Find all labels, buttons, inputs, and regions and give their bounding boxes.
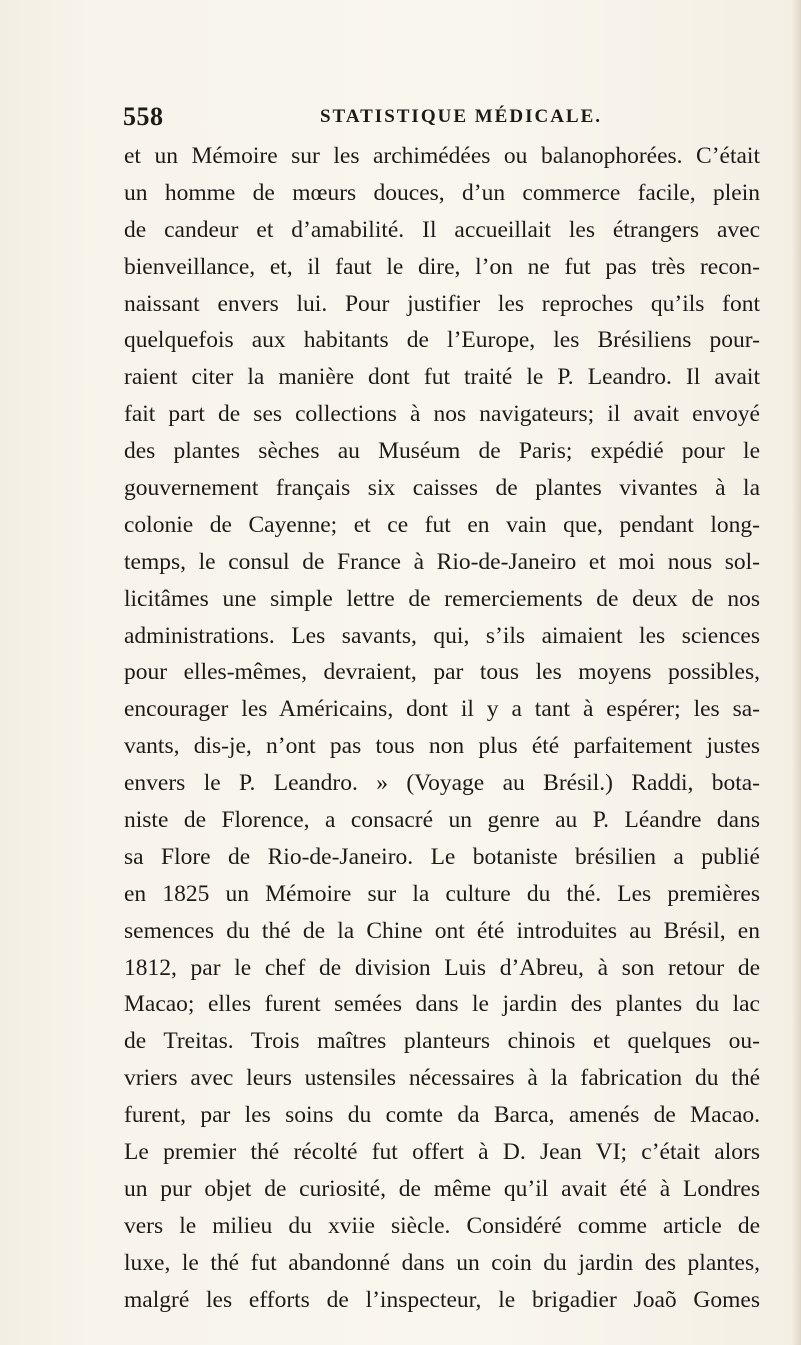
text-line: de Treitas. Trois maîtres planteurs chinois et quelques ou- [124,1028,760,1055]
text-line: temps, le consul de France à Rio-de-Janeiro et moi nous sol- [124,548,760,575]
text-line: furent, par les soins du comte da Barca, amenés de Macao. [124,1102,760,1129]
text-line: vriers avec leurs ustensiles nécessaires à la fabrication du thé [124,1065,760,1092]
text-line: niste de Florence, a consacré un genre au P. Léandre dans [124,807,760,834]
text-line: en 1825 un Mémoire sur la culture du thé. Les premières [124,880,760,907]
running-header [123,102,759,134]
page-number: 558 [123,102,164,131]
text-line: luxe, le thé fut abandonné dans un coin du jardin des plantes, [124,1249,760,1276]
text-line: envers le P. Leandro. » (Voyage au Brésil.) Raddi, bota- [124,770,760,797]
text-line: 1812, par le chef de division Luis d’Abreu, à son retour de [124,954,760,981]
text-line: bienveillance, et, il faut le dire, l’on ne fut pas très recon- [124,253,760,280]
text-line: gouvernement français six caisses de plantes vivantes à la [124,475,760,502]
running-title: STATISTIQUE MÉDICALE. [319,106,603,127]
text-line: vers le milieu du xviie siècle. Considéré comme article de [124,1212,760,1239]
text-line: quelquefois aux habitants de l’Europe, les Brésiliens pour- [124,327,760,354]
text-line: administrations. Les savants, qui, s’ils aimaient les sciences [124,622,760,649]
text-line: fait part de ses collections à nos navigateurs; il avait envoyé [124,401,760,428]
text-line: de candeur et d’amabilité. Il accueillait les étrangers avec [124,216,760,243]
text-line: semences du thé de la Chine ont été introduites au Brésil, en [124,917,760,944]
body-text [124,138,760,1319]
text-line: raient citer la manière dont fut traité le P. Leandro. Il avait [124,364,760,391]
text-line: licitâmes une simple lettre de remerciements de deux de nos [124,585,760,612]
text-line: encourager les Américains, dont il y a tant à espérer; les sa- [124,696,760,723]
text-line: colonie de Cayenne; et ce fut en vain que, pendant long- [124,511,760,538]
text-line: Le premier thé récolté fut offert à D. Jean VI; c’était alors [124,1139,760,1166]
text-line: un pur objet de curiosité, de même qu’il avait été à Londres [124,1175,760,1202]
text-line: malgré les efforts de l’inspecteur, le brigadier Joaõ Gomes [124,1286,760,1313]
text-line: naissant envers lui. Pour justifier les reproches qu’ils font [124,290,760,317]
text-line: des plantes sèches au Muséum de Paris; expédié pour le [124,438,760,465]
page-edge-shadow [791,0,801,1345]
text-line: sa Flore de Rio-de-Janeiro. Le botaniste brésilien a publié [124,843,760,870]
text-line: vants, dis-je, n’ont pas tous non plus été parfaitement justes [124,733,760,760]
text-line: Macao; elles furent semées dans le jardin des plantes du lac [124,991,760,1018]
text-line: un homme de mœurs douces, d’un commerce facile, plein [124,179,760,206]
text-line: pour elles-mêmes, devraient, par tous les moyens possibles, [124,659,760,686]
text-line: et un Mémoire sur les archimédées ou balanophorées. C’était [124,143,760,169]
